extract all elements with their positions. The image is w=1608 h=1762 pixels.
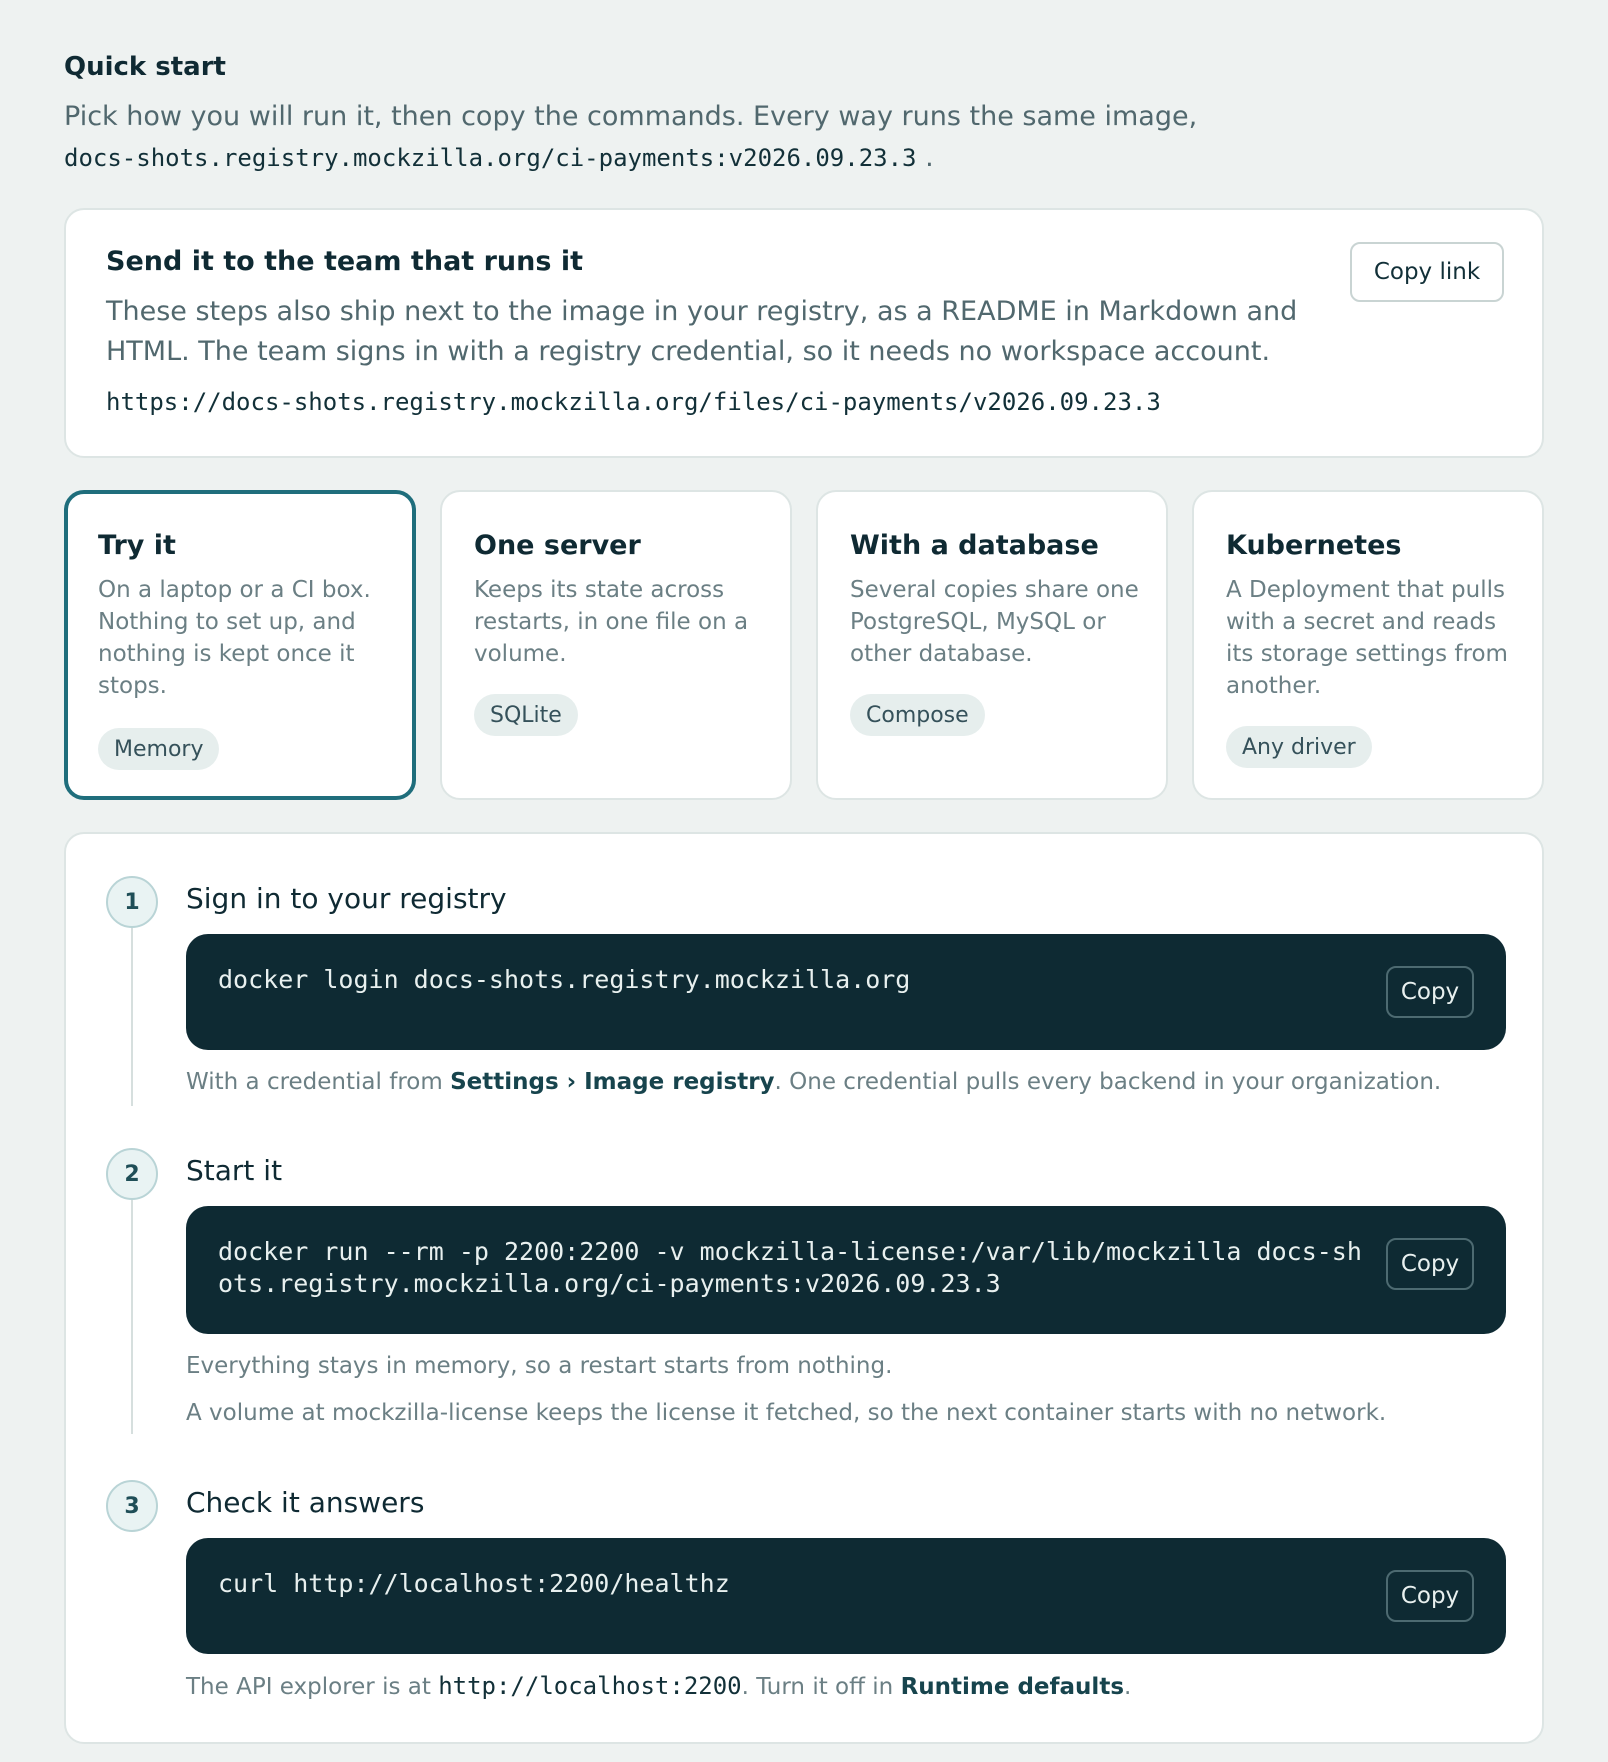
step-title: Start it: [186, 1154, 283, 1187]
settings-image-registry-link[interactable]: Settings › Image registry: [450, 1069, 775, 1095]
mode-description: A Deployment that pulls with a secret and reads its storage settings from another.: [1226, 577, 1508, 699]
mode-chip: SQLite: [474, 694, 578, 736]
step-title: Check it answers: [186, 1486, 425, 1519]
copy-button[interactable]: Copy: [1386, 1238, 1474, 1290]
step-number-badge: 1: [106, 876, 158, 928]
code-command: docker run --rm -p 2200:2200 -v mockzilla-license:/var/lib/mockzilla docs-shots.registry.mockzilla.org/ci-payments:v2026.09.23.3: [218, 1237, 1362, 1298]
mode-title: One server: [474, 530, 641, 561]
mode-title: Kubernetes: [1226, 530, 1402, 561]
mode-description: Keeps its state across restarts, in one file on a volume.: [474, 577, 749, 667]
step-number-badge: 2: [106, 1148, 158, 1200]
step-note: A volume at mockzilla-license keeps the license it fetched, so the next container starts with no network.: [186, 1400, 1387, 1426]
code-command: docker login docs-shots.registry.mockzilla.org: [218, 965, 911, 994]
image-reference: docs-shots.registry.mockzilla.org/ci-payments:v2026.09.23.3: [64, 144, 917, 172]
step-note: Everything stays in memory, so a restart starts from nothing.: [186, 1353, 893, 1379]
steps-card: [64, 832, 1544, 1744]
copy-link-button[interactable]: Copy link: [1350, 242, 1504, 302]
send-card-title: Send it to the team that runs it: [106, 246, 583, 277]
mode-chip: Any driver: [1226, 726, 1372, 768]
step-title: Sign in to your registry: [186, 882, 507, 915]
code-block: [186, 1206, 1506, 1334]
note-text: .: [1124, 1674, 1132, 1700]
copy-button[interactable]: Copy: [1386, 966, 1474, 1018]
mode-chip: Memory: [98, 728, 219, 770]
code-block: [186, 1538, 1506, 1654]
note-text: . One credential pulls every backend in your organization.: [774, 1069, 1442, 1095]
note-text: With a credential from: [186, 1069, 451, 1095]
mode-card-kubernetes[interactable]: [1192, 490, 1544, 800]
step-number-badge: 3: [106, 1480, 158, 1532]
send-to-team-card: [64, 208, 1544, 458]
mode-chip: Compose: [850, 694, 985, 736]
copy-button[interactable]: Copy: [1386, 1570, 1474, 1622]
quick-start-title: Quick start: [64, 52, 226, 82]
mode-card-try-it[interactable]: [64, 490, 416, 800]
mode-title: Try it: [98, 530, 176, 561]
send-card-description: These steps also ship next to the image in your registry, as a README in Markdown and HTML. The team signs in with a registry credential, so it needs no workspace account.: [106, 296, 1298, 367]
api-explorer-url: http://localhost:2200: [438, 1672, 742, 1700]
step-note: [186, 1066, 1506, 1098]
mode-title: With a database: [850, 530, 1099, 561]
mode-card-one-server[interactable]: [440, 490, 792, 800]
mode-description: On a laptop or a CI box. Nothing to set up, and nothing is kept once it stops.: [98, 577, 371, 699]
quick-start-description: [64, 96, 1224, 179]
note-text: The API explorer is at: [186, 1674, 439, 1700]
mode-description: Several copies share one PostgreSQL, MySQL or other database.: [850, 577, 1139, 667]
quick-start-desc-suffix: .: [916, 142, 934, 173]
readme-url: https://docs-shots.registry.mockzilla.org/files/ci-payments/v2026.09.23.3: [106, 388, 1161, 416]
step-connector: [131, 1176, 133, 1434]
note-text: . Turn it off in: [741, 1674, 901, 1700]
step-connector: [131, 904, 133, 1106]
runtime-defaults-link[interactable]: Runtime defaults: [900, 1674, 1125, 1700]
step-note: [186, 1670, 1506, 1703]
mode-card-with-database[interactable]: [816, 490, 1168, 800]
code-command: curl http://localhost:2200/healthz: [218, 1569, 730, 1598]
quick-start-desc-prefix: Pick how you will run it, then copy the commands. Every way runs the same image,: [64, 101, 1198, 132]
code-block: [186, 934, 1506, 1050]
